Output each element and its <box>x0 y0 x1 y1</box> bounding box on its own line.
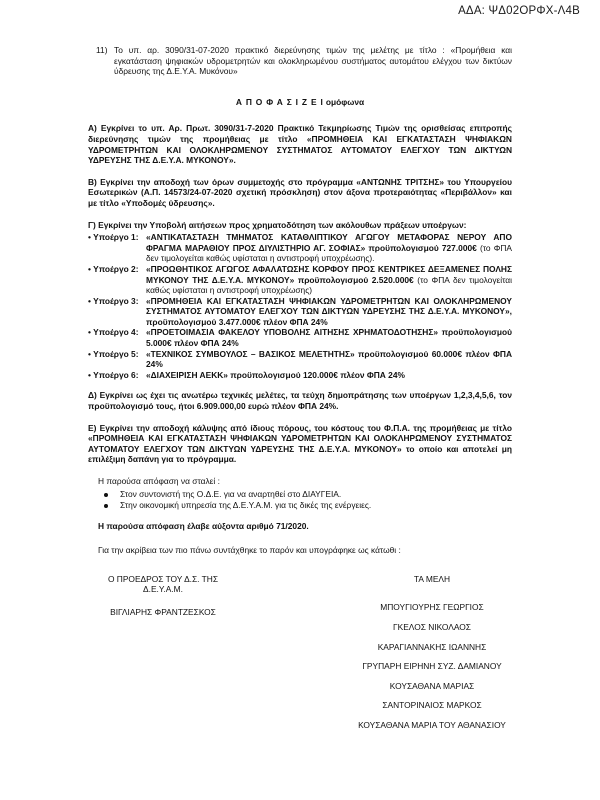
send-item: Στον συντονιστή της Ο.Δ.Ε. για να αναρτηθεί στο ΔΙΑΥΓΕΙΑ. <box>98 489 512 500</box>
president-title: Ο ΠΡΟΕΔΡΟΣ ΤΟΥ Δ.Σ. ΤΗΣ <box>107 573 219 584</box>
subproject-label: • Υποέργο 4: <box>88 327 139 338</box>
member-name: ΜΠΟΥΓΙΟΥΡΗΣ ΓΕΩΡΓΙΟΣ <box>380 602 484 613</box>
item-11 <box>96 45 512 77</box>
send-intro: Η παρούσα απόφαση να σταλεί : <box>98 476 220 486</box>
subproject-text: «ΔΙΑΧΕΙΡΙΣΗ ΑΕΚΚ» προϋπολογισμού 120.000€ πλέον ΦΠΑ 24% <box>146 369 405 380</box>
subproject-list <box>88 232 512 380</box>
document-body <box>88 45 512 740</box>
president-block <box>68 574 258 740</box>
paragraph-g-intro: Γ) Εγκρίνει την Υποβολή αιτήσεων προς χρηματοδότηση των ακόλουθων πράξεων υποέργων: <box>88 219 467 230</box>
members-block <box>322 574 542 740</box>
item-text: Το υπ. αρ. 3090/31-07-2020 πρακτικό διερεύνησης τιμών της μελέτης με τίτλο : «Προμήθεια και εγκατάσταση ψηφιακών υδρομετρητών και ολοκληρωμένου συστήματος αυτομάτου ελέγχου των δικτύων ύδρευσης της Δ.Ε.Υ.Α. Μυκόνου» <box>114 45 512 77</box>
subproject-label: • Υποέργο 6: <box>88 369 139 380</box>
subproject-item <box>88 327 512 348</box>
member-name: ΓΚΕΛΟΣ ΝΙΚΟΛΑΟΣ <box>393 621 471 632</box>
subproject-item <box>88 264 512 296</box>
subproject-text: «ΤΕΧΝΙΚΟΣ ΣΥΜΒΟΥΛΟΣ – ΒΑΣΙΚΟΣ ΜΕΛΕΤΗΤΗΣ» προϋπολογισμού 60.000€ πλέον ΦΠΑ 24% <box>146 348 512 370</box>
subproject-item <box>88 370 512 381</box>
member-name: ΓΡΥΠΑΡΗ ΕΙΡΗΝΗ ΣΥΖ. ΔΑΜΙΑΝΟΥ <box>362 661 502 672</box>
subproject-label: • Υποέργο 3: <box>88 295 139 306</box>
member-name: ΚΟΥΣΑΘΑΝΑ ΜΑΡΙΑ ΤΟΥ ΑΘΑΝΑΣΙΟΥ <box>358 719 506 730</box>
subproject-text: «ΠΡΟΕΤΟΙΜΑΣΙΑ ΦΑΚΕΛΟΥ ΥΠΟΒΟΛΗΣ ΑΙΤΗΣΗΣ ΧΡΗΜΑΤΟΔΟΤΗΣΗΣ» προϋπολογισμού 5.000€ πλέον ΦΠΑ 24% <box>146 327 512 349</box>
send-item: Στην οικονομική υπηρεσία της Δ.Ε.Υ.Α.Μ. για τις δικές της ενέργειες. <box>98 500 512 511</box>
subproject-text: «ΠΡΟΜΗΘΕΙΑ ΚΑΙ ΕΓΚΑΤΑΣΤΑΣΗ ΨΗΦΙΑΚΩΝ ΥΔΡΟΜΕΤΡΗΤΩΝ ΚΑΙ ΟΛΟΚΛΗΡΩΜΕΝΟΥ ΣΥΣΤΗΜΑΤΟΣ ΑΥΤΟΜΑΤΟΥ ΕΛΕΓΧΟΥ ΤΩΝ ΔΙΚΤΥΩΝ ΥΔΡΕΥΣΗΣ ΤΗΣ Δ.Ε.Υ.Α. ΜΥΚΟΝΟΥ», προϋπολογισμού 3.477.000€ πλέον ΦΠΑ 24% <box>146 295 512 327</box>
member-name: ΣΑΝΤΟΡΙΝΑΙΟΣ ΜΑΡΚΟΣ <box>382 700 482 711</box>
subproject-text: «ΑΝΤΙΚΑΤΑΣΤΑΣΗ ΤΜΗΜΑΤΟΣ ΚΑΤΑΘΛΙΠΤΙΚΟΥ ΑΓΩΓΟΥ ΜΕΤΑΦΟΡΑΣ ΝΕΡΟΥ ΑΠΟ ΦΡΑΓΜΑ ΜΑΡΑΘΙΟΥ ΠΡΟΣ ΔΙΥΛΙΣΤΗΡΙΟ ΑΓ. ΣΟΦΙΑΣ» προϋπολογισμού 727.000€ <box>146 232 512 253</box>
paragraph-b: Β) Εγκρίνει την αποδοχή των όρων συμμετοχής στο πρόγραμμα «ΑΝΤΩΝΗΣ ΤΡΙΤΣΗΣ» του Υπουργείου Εσωτερικών (Α.Π. 14573/24-07-2020 σχετική πρόσκληση) στον άξονα προτεραιότητας «Περιβάλλον» και με τίτλο «Υποδομές ύδρευσης». <box>88 176 512 208</box>
member-name: ΚΟΥΣΑΘΑΝΑ ΜΑΡΙΑΣ <box>389 680 475 691</box>
president-name: ΒΙΓΛΙΑΡΗΣ ΦΡΑΝΤΖΕΣΚΟΣ <box>110 606 216 617</box>
subproject-label: • Υποέργο 1: <box>88 232 139 243</box>
item-number: 11) <box>96 45 108 55</box>
signature-intro: Για την ακρίβεια των πιο πάνω συντάχθηκε το παρόν και υπογράφηκε ως κάτωθι : <box>98 545 401 556</box>
subproject-note: (το ΦΠΑ δεν τιμολογείται καθώς υφίσταται η αντιστροφή υποχρέωσης) <box>146 274 513 296</box>
president-org: Δ.Ε.Υ.Α.Μ. <box>143 584 183 595</box>
member-name: ΚΑΡΑΓΙΑΝΝΑΚΗΣ ΙΩΑΝΝΗΣ <box>377 641 487 652</box>
subproject-text: «ΠΡΟΩΘΗΤΙΚΟΣ ΑΓΩΓΟΣ ΑΦΑΛΑΤΩΣΗΣ ΚΟΡΦΟΥ ΠΡΟΣ ΚΕΝΤΡΙΚΕΣ ΔΕΞΑΜΕΝΕΣ ΠΟΛΗΣ ΜΥΚΟΝΟΥ ΤΗΣ Δ.Ε.Υ.Α. ΜΥΚΟΝΟΥ» προϋπολογισμού 2.520.000€ <box>146 263 512 285</box>
paragraph-a: Α) Εγκρίνει το υπ. Αρ. Πρωτ. 3090/31-7-2020 Πρακτικό Τεκμηρίωσης Τιμών της ορισθείσας επιτροπής διερεύνησης τιμών της προμήθειας με τίτλο «ΠΡΟΜΗΘΕΙΑ ΚΑΙ ΕΓΚΑΤΑΣΤΑΣΗ ΨΗΦΙΑΚΩΝ ΥΔΡΟΜΕΤΡΗΤΩΝ ΚΑΙ ΟΛΟΚΛΗΡΩΜΕΝΟΥ ΣΥΣΤΗΜΑΤΟΣ ΑΥΤΟΜΑΤΟΥ ΕΛΕΓΧΟΥ ΤΩΝ ΔΙΚΤΥΩΝ ΥΔΡΕΥΣΗΣ ΤΗΣ Δ.Ε.Υ.Α. ΜΥΚΟΝΟΥ». <box>88 123 512 166</box>
members-title: ΤΑ ΜΕΛΗ <box>413 573 451 584</box>
heading-sub: ομόφωνα <box>323 96 365 107</box>
subproject-item <box>88 349 512 370</box>
send-list <box>88 489 512 511</box>
subproject-item <box>88 232 512 264</box>
subproject-label: • Υποέργο 5: <box>88 348 139 359</box>
signature-block <box>88 574 512 740</box>
subproject-label: • Υποέργο 2: <box>88 263 139 274</box>
heading-main: Α Π Ο Φ Α Σ Ι Ζ Ε Ι <box>235 96 324 107</box>
subproject-item <box>88 296 512 328</box>
paragraph-e: Ε) Εγκρίνει την αποδοχή κάλυψης από ίδιους πόρους, του κόστους του Φ.Π.Α. της προμήθειας με τίτλο «ΠΡΟΜΗΘΕΙΑ ΚΑΙ ΕΓΚΑΤΑΣΤΑΣΗ ΨΗΦΙΑΚΩΝ ΥΔΡΟΜΕΤΡΗΤΩΝ ΚΑΙ ΟΛΟΚΛΗΡΩΜΕΝΟΥ ΣΥΣΤΗΜΑΤΟΣ ΑΥΤΟΜΑΤΟΥ ΕΛΕΓΧΟΥ ΤΩΝ ΔΙΚΤΥΩΝ ΥΔΡΕΥΣΗΣ ΤΗΣ Δ.Ε.Υ.Α. ΜΥΚΟΝΟΥ» το οποίο και αποτελεί μη επιλέξιμη δαπάνη για το πρόγραμμα. <box>88 422 512 465</box>
decision-number: Η παρούσα απόφαση έλαβε αύξοντα αριθμό 71/2020. <box>98 520 309 531</box>
paragraph-d: Δ) Εγκρίνει ως έχει τις ανωτέρω τεχνικές μελέτες, τα τεύχη δημοπράτησης των υποέργων 1,2,3,4,5,6, τον προϋπολογισμό τους, ήτοι 6.909.000,00 ευρώ πλέον ΦΠΑ 24%. <box>88 390 512 412</box>
ada-code: ΑΔΑ: ΨΔ02ΟΡΦΧ-Λ4Β <box>458 5 580 17</box>
decision-heading <box>88 97 512 108</box>
subproject-note: (το ΦΠΑ δεν τιμολογείται καθώς υφίσταται η αντιστροφή υποχρέωσης). <box>146 242 513 264</box>
